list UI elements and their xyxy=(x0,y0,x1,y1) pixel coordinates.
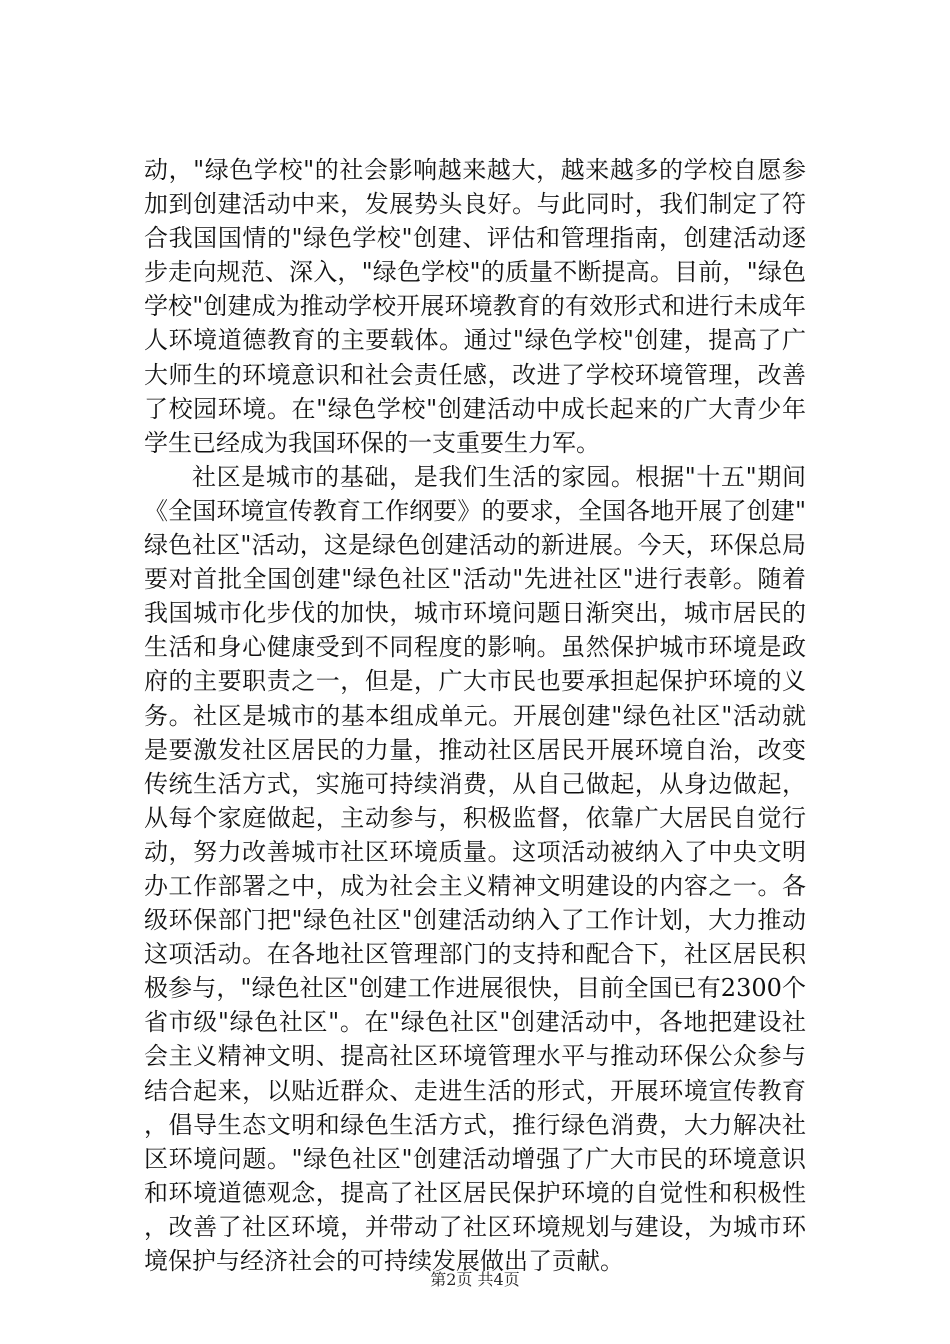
paragraph-green-schools: 动，"绿色学校"的社会影响越来越大，越来越多的学校自愿参加到创建活动中来，发展势头良好。与此同时，我们制定了符合我国国情的"绿色学校"创建、评估和管理指南，创建活动逐步走向规范、深入，"绿色学校"的质量不断提高。目前，"绿色学校"创建成为推动学校开展环境教育的有效形式和进行未成年人环境道德教育的主要载体。通过"绿色学校"创建，提高了广大师生的环境意识和社会责任感，改进了学校环境管理，改善了校园环境。在"绿色学校"创建活动中成长起来的广大青少年学生已经成为我国环保的一支重要生力军。 xyxy=(144,156,806,457)
document-body xyxy=(144,153,806,1278)
paragraph-green-communities: 社区是城市的基础，是我们生活的家园。根据"十五"期间《全国环境宣传教育工作纲要》的要求，全国各地开展了创建"绿色社区"活动，这是绿色创建活动的新进展。今天，环保总局要对首批全国创建"绿色社区"活动"先进社区"进行表彰。随着我国城市化步伐的加快，城市环境问题日渐突出，城市居民的生活和身心健康受到不同程度的影响。虽然保护城市环境是政府的主要职责之一，但是，广大市民也要承担起保护环境的义务。社区是城市的基本组成单元。开展创建"绿色社区"活动就是要激发社区居民的力量，推动社区居民开展环境自治，改变传统生活方式，实施可持续消费，从自己做起，从身边做起，从每个家庭做起，主动参与，积极监督，依靠广大居民自觉行动，努力改善城市社区环境质量。这项活动被纳入了中央文明办工作部署之中，成为社会主义精神文明建设的内容之一。各级环保部门把"绿色社区"创建活动纳入了工作计划，大力推动这项活动。在各地社区管理部门的支持和配合下，社区居民积极参与，"绿色社区"创建工作进展很快，目前全国已有2300个省市级"绿色社区"。在"绿色社区"创建活动中，各地把建设社会主义精神文明、提高社区环境管理水平与推动环保公众参与结合起来，以贴近群众、走进生活的形式，开展环境宣传教育，倡导生态文明和绿色生活方式，推行绿色消费，大力解决社区环境问题。"绿色社区"创建活动增强了广大市民的环境意识和环境道德观念，提高了社区居民保护环境的自觉性和积极性，改善了社区环境，并带动了社区环境规划与建设，为城市环境保护与经济社会的可持续发展做出了贡献。 xyxy=(144,462,806,1275)
page-number-footer: 第2页 共4页 xyxy=(430,1270,520,1289)
